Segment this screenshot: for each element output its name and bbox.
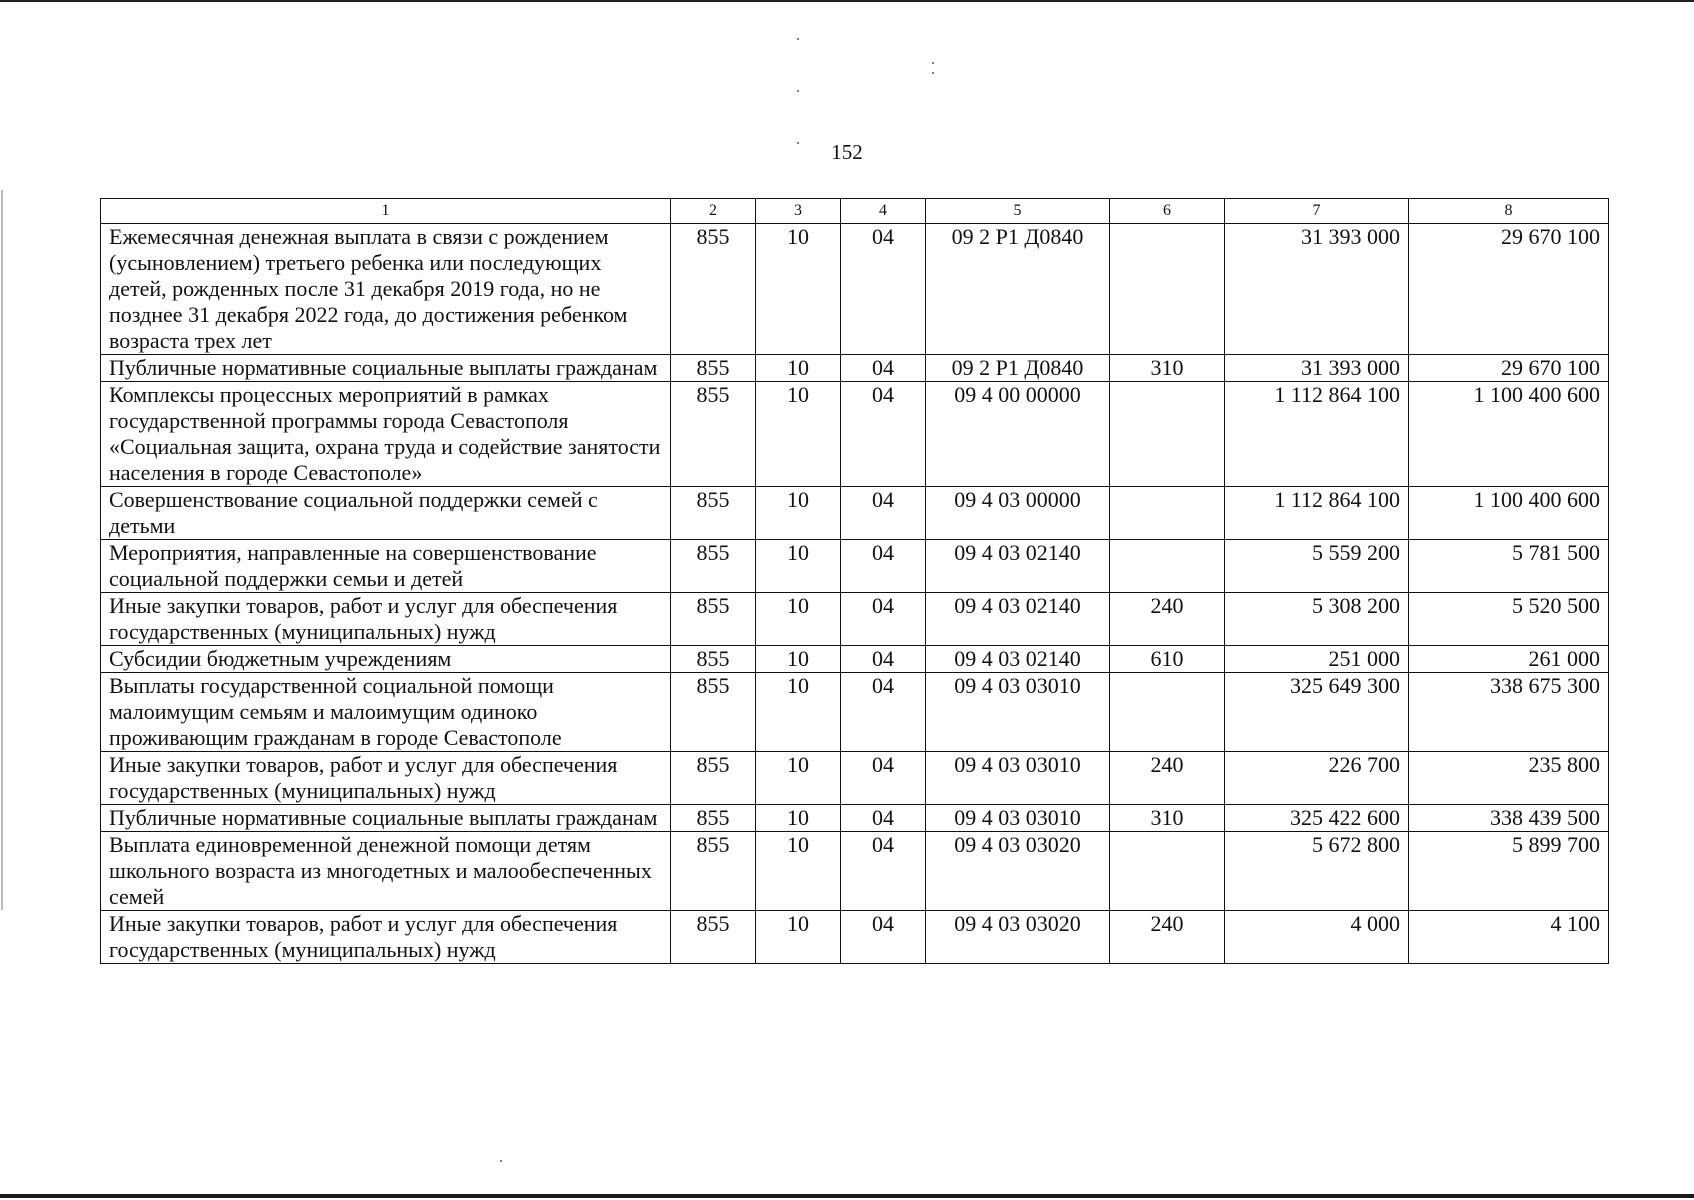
scan-speck xyxy=(500,1160,502,1162)
table-row xyxy=(101,224,1609,355)
row-target-code: 09 4 03 03020 xyxy=(926,911,1110,964)
row-ministry-code: 855 xyxy=(671,487,756,540)
row-amount-col7: 1 112 864 100 xyxy=(1225,382,1409,487)
column-header: 1 xyxy=(101,199,671,224)
row-amount-col8: 5 781 500 xyxy=(1409,540,1609,593)
row-amount-col8: 235 800 xyxy=(1409,752,1609,805)
row-ministry-code: 855 xyxy=(671,911,756,964)
row-expense-type xyxy=(1110,832,1225,911)
row-amount-col8: 5 899 700 xyxy=(1409,832,1609,911)
row-ministry-code: 855 xyxy=(671,805,756,832)
row-ministry-code: 855 xyxy=(671,224,756,355)
table-row xyxy=(101,487,1609,540)
row-target-code: 09 4 03 03010 xyxy=(926,752,1110,805)
row-subsection-code: 04 xyxy=(841,752,926,805)
table-row xyxy=(101,355,1609,382)
scan-edge-bottom xyxy=(0,1194,1694,1198)
scan-speck xyxy=(932,62,934,64)
table-row xyxy=(101,593,1609,646)
row-name: Публичные нормативные социальные выплаты гражданам xyxy=(101,355,671,382)
scan-edge-top xyxy=(0,0,1694,2)
row-section-code: 10 xyxy=(756,752,841,805)
row-section-code: 10 xyxy=(756,673,841,752)
row-target-code: 09 4 03 03010 xyxy=(926,673,1110,752)
row-amount-col7: 325 649 300 xyxy=(1225,673,1409,752)
row-section-code: 10 xyxy=(756,224,841,355)
row-name: Выплаты государственной социальной помощи малоимущим семьям и малоимущим одиноко проживающим гражданам в городе Севастополе xyxy=(101,673,671,752)
row-amount-col7: 251 000 xyxy=(1225,646,1409,673)
row-target-code: 09 4 03 03020 xyxy=(926,832,1110,911)
row-ministry-code: 855 xyxy=(671,355,756,382)
row-amount-col8: 29 670 100 xyxy=(1409,355,1609,382)
row-amount-col8: 338 675 300 xyxy=(1409,673,1609,752)
row-amount-col8: 1 100 400 600 xyxy=(1409,487,1609,540)
row-amount-col7: 226 700 xyxy=(1225,752,1409,805)
row-target-code: 09 4 03 02140 xyxy=(926,540,1110,593)
row-amount-col8: 1 100 400 600 xyxy=(1409,382,1609,487)
row-amount-col8: 338 439 500 xyxy=(1409,805,1609,832)
table-row xyxy=(101,911,1609,964)
row-amount-col7: 5 672 800 xyxy=(1225,832,1409,911)
row-section-code: 10 xyxy=(756,805,841,832)
row-section-code: 10 xyxy=(756,382,841,487)
row-amount-col8: 5 520 500 xyxy=(1409,593,1609,646)
column-header: 2 xyxy=(671,199,756,224)
budget-table xyxy=(100,198,1609,964)
row-expense-type xyxy=(1110,224,1225,355)
scan-speck xyxy=(797,38,799,40)
row-subsection-code: 04 xyxy=(841,224,926,355)
column-header: 6 xyxy=(1110,199,1225,224)
row-name: Комплексы процессных мероприятий в рамках государственной программы города Севастополя «Социальная защита, охрана труда и содействие занятости населения в городе Севастополе» xyxy=(101,382,671,487)
row-name: Мероприятия, направленные на совершенствование социальной поддержки семьи и детей xyxy=(101,540,671,593)
row-subsection-code: 04 xyxy=(841,593,926,646)
row-target-code: 09 4 00 00000 xyxy=(926,382,1110,487)
table-row xyxy=(101,382,1609,487)
row-section-code: 10 xyxy=(756,540,841,593)
row-target-code: 09 4 03 03010 xyxy=(926,805,1110,832)
row-amount-col7: 31 393 000 xyxy=(1225,224,1409,355)
row-name: Публичные нормативные социальные выплаты гражданам xyxy=(101,805,671,832)
row-amount-col7: 5 308 200 xyxy=(1225,593,1409,646)
row-subsection-code: 04 xyxy=(841,646,926,673)
row-name: Ежемесячная денежная выплата в связи с рождением (усыновлением) третьего ребенка или последующих детей, рожденных после 31 декабря 2019 года, но не позднее 31 декабря 2022 года, до достижения ребенком возраста трех лет xyxy=(101,224,671,355)
row-subsection-code: 04 xyxy=(841,832,926,911)
row-subsection-code: 04 xyxy=(841,487,926,540)
row-amount-col7: 325 422 600 xyxy=(1225,805,1409,832)
row-expense-type xyxy=(1110,540,1225,593)
row-name: Совершенствование социальной поддержки семей с детьми xyxy=(101,487,671,540)
table-row xyxy=(101,540,1609,593)
row-name: Выплата единовременной денежной помощи детям школьного возраста из многодетных и малообеспеченных семей xyxy=(101,832,671,911)
row-section-code: 10 xyxy=(756,593,841,646)
row-expense-type xyxy=(1110,673,1225,752)
row-amount-col7: 5 559 200 xyxy=(1225,540,1409,593)
row-subsection-code: 04 xyxy=(841,382,926,487)
row-section-code: 10 xyxy=(756,832,841,911)
column-header: 5 xyxy=(926,199,1110,224)
row-expense-type: 310 xyxy=(1110,805,1225,832)
row-ministry-code: 855 xyxy=(671,752,756,805)
row-subsection-code: 04 xyxy=(841,673,926,752)
row-ministry-code: 855 xyxy=(671,593,756,646)
row-target-code: 09 4 03 02140 xyxy=(926,593,1110,646)
row-subsection-code: 04 xyxy=(841,805,926,832)
row-name: Иные закупки товаров, работ и услуг для обеспечения государственных (муниципальных) нужд xyxy=(101,752,671,805)
row-amount-col8: 29 670 100 xyxy=(1409,224,1609,355)
table-header-row xyxy=(101,199,1609,224)
row-name: Иные закупки товаров, работ и услуг для обеспечения государственных (муниципальных) нужд xyxy=(101,911,671,964)
row-target-code: 09 4 03 00000 xyxy=(926,487,1110,540)
table-row xyxy=(101,805,1609,832)
table-row xyxy=(101,673,1609,752)
column-header: 8 xyxy=(1409,199,1609,224)
row-ministry-code: 855 xyxy=(671,646,756,673)
row-amount-col8: 261 000 xyxy=(1409,646,1609,673)
table-row xyxy=(101,646,1609,673)
row-section-code: 10 xyxy=(756,911,841,964)
row-amount-col7: 1 112 864 100 xyxy=(1225,487,1409,540)
row-section-code: 10 xyxy=(756,355,841,382)
row-expense-type: 240 xyxy=(1110,911,1225,964)
row-subsection-code: 04 xyxy=(841,355,926,382)
row-amount-col8: 4 100 xyxy=(1409,911,1609,964)
scan-edge-left xyxy=(1,190,3,910)
row-expense-type xyxy=(1110,487,1225,540)
row-expense-type: 310 xyxy=(1110,355,1225,382)
row-subsection-code: 04 xyxy=(841,540,926,593)
row-target-code: 09 2 P1 Д0840 xyxy=(926,224,1110,355)
row-ministry-code: 855 xyxy=(671,673,756,752)
row-name: Субсидии бюджетным учреждениям xyxy=(101,646,671,673)
row-amount-col7: 4 000 xyxy=(1225,911,1409,964)
row-target-code: 09 4 03 02140 xyxy=(926,646,1110,673)
column-header: 3 xyxy=(756,199,841,224)
scan-speck xyxy=(797,90,799,92)
row-amount-col7: 31 393 000 xyxy=(1225,355,1409,382)
row-name: Иные закупки товаров, работ и услуг для обеспечения государственных (муниципальных) нужд xyxy=(101,593,671,646)
row-target-code: 09 2 P1 Д0840 xyxy=(926,355,1110,382)
table-row xyxy=(101,832,1609,911)
column-header: 7 xyxy=(1225,199,1409,224)
row-section-code: 10 xyxy=(756,487,841,540)
column-header: 4 xyxy=(841,199,926,224)
row-ministry-code: 855 xyxy=(671,540,756,593)
row-subsection-code: 04 xyxy=(841,911,926,964)
table-row xyxy=(101,752,1609,805)
row-expense-type: 610 xyxy=(1110,646,1225,673)
scan-speck xyxy=(932,72,934,74)
row-ministry-code: 855 xyxy=(671,382,756,487)
row-ministry-code: 855 xyxy=(671,832,756,911)
row-expense-type xyxy=(1110,382,1225,487)
row-expense-type: 240 xyxy=(1110,752,1225,805)
row-expense-type: 240 xyxy=(1110,593,1225,646)
row-section-code: 10 xyxy=(756,646,841,673)
page-number: 152 xyxy=(831,140,863,164)
